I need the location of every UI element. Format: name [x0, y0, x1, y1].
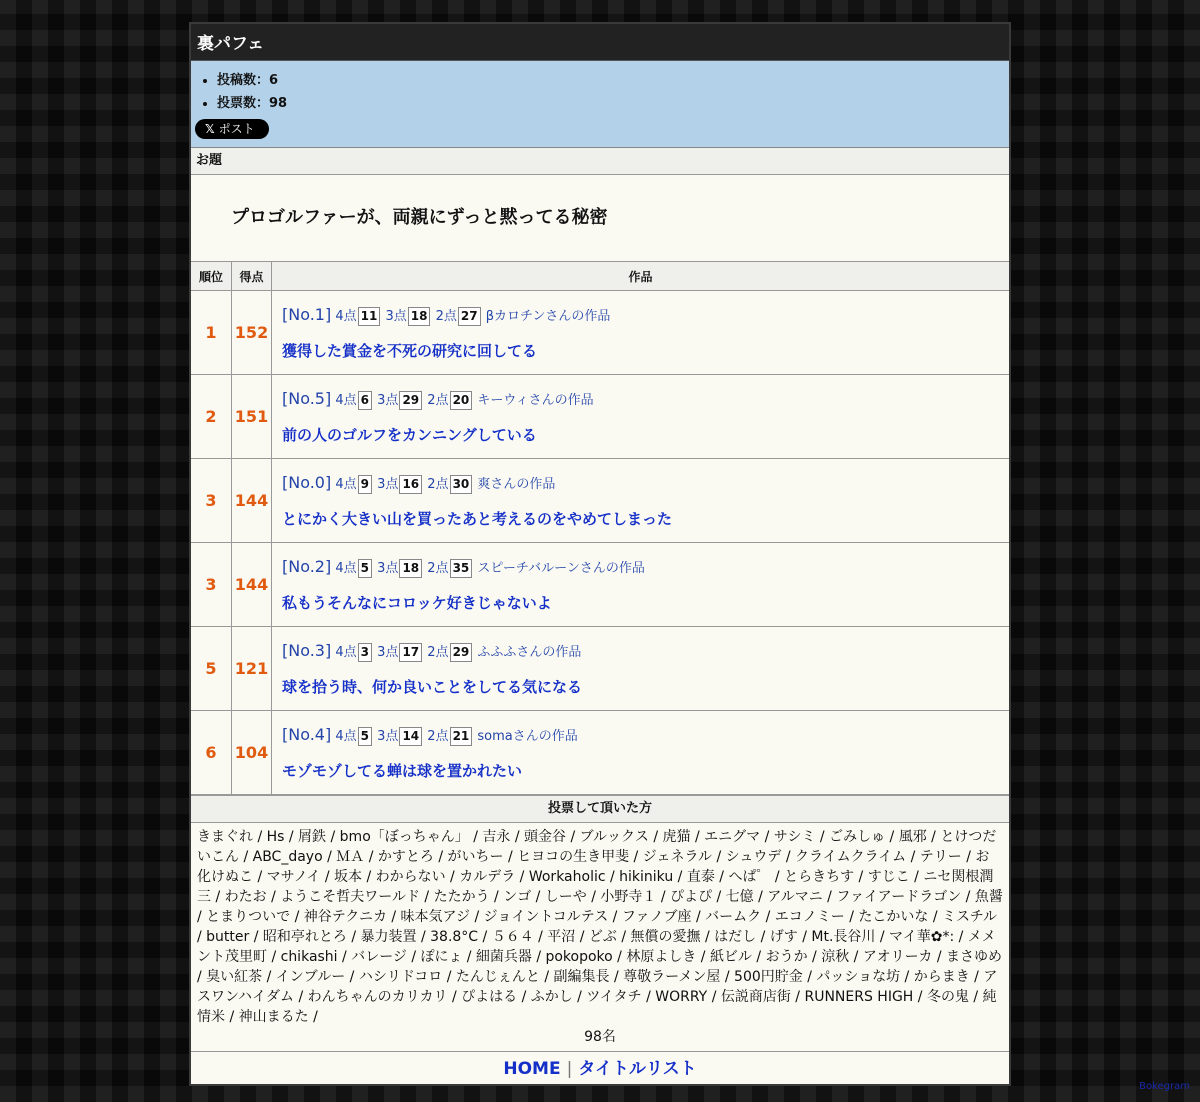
rank-cell: 2: [191, 375, 232, 459]
work-meta: [282, 305, 1008, 327]
vote-count: • 投票数：98: [217, 92, 1009, 115]
voters-total: 98名: [584, 1029, 616, 1045]
home-link[interactable]: HOME: [503, 1059, 561, 1079]
points3-label: 3点: [377, 476, 399, 492]
author-link[interactable]: スピーチバルーンさんの作品: [477, 560, 645, 576]
table-row: [191, 375, 1009, 459]
work-cell: [272, 291, 1010, 375]
work-title: 前の人のゴルフをカンニングしている: [282, 425, 537, 444]
corner-link[interactable]: Bokegram: [1139, 1081, 1190, 1092]
post-button-label: ポスト: [218, 122, 255, 136]
rank-cell: 6: [191, 711, 232, 795]
points4-label: 4点: [335, 560, 357, 576]
stats-box: [191, 61, 1009, 148]
score-cell: 104: [232, 711, 272, 795]
points3-count: 18: [408, 307, 431, 326]
work-meta: [282, 389, 1008, 411]
points4-count: 9: [358, 475, 372, 494]
rank-cell: 3: [191, 543, 232, 627]
points2-count: 30: [450, 475, 473, 494]
points2-count: 21: [450, 727, 473, 746]
points4-count: 5: [358, 727, 372, 746]
work-meta: [282, 557, 1008, 579]
voters-list: きまぐれ / Hs / 屑鉄 / bmo「ぼっちゃん」 / 吉永 / 頭金谷 / ブルックス / 虎猫 / エニグマ / サシミ / ごみしゅ / 風邪 / とけつだいこん / ABC_dayo / ＭＡ / かすとろ / がいちー / ヒヨコの生き甲斐 / ジェネラル / シュウデ / クライムクライム / テリー / お化けぬこ / マサノイ / 坂本 / わからない / カルデラ / Workaholic / hikiniku / 直泰 / へぱ゜ / とらきちす / すじこ / ニセ関根潤三 / わたお / ようこそ哲夫ワールド / たたかう / ンゴ / しーや / 小野寺１ / ぴよぴ / 七億 / アルマニ / ファイアードラゴン / 魚醤 / とまりついで / 神谷テクニカ / 味本気アジ / ジョイントコルテス / ファノブ座 / バームク / エコノミー / たこかいな / ミスチル / butter / 昭和亭れとろ / 暴力装置 / 38.8°C / ５６４ / 平沼 / どぶ / 無償の愛撫 / はだし / げす / Mt.長谷川 / マイ華✿*: / メメント茂里町 / chikashi / バレージ / ぽにょ / 細菌兵器 / pokopoko / 林原よしき / 紙ビル / おうか / 涼秋 / アオリーカ / まさゆめ / 臭い紅茶 / インブルー / ハシリドコロ / たんじぇんと / 副編集長 / 尊敬ラーメン屋 / 500円貯金 / パッショな坊 / からまき / アスワンハイダム / わんちゃんのカリカリ / ぴよはる / ふかし / ツイタチ / WORRY / 伝説商店街 / RUNNERS HIGH / 冬の鬼 / 純情米 / 神山まるた /: [197, 829, 1003, 1025]
col-rank-header: 順位: [191, 262, 232, 291]
points4-label: 4点: [335, 476, 357, 492]
voters-heading: 投票して頂いた方: [191, 795, 1009, 823]
entry-number-link[interactable]: [No.0]: [282, 472, 332, 492]
points2-label: 2点: [427, 392, 449, 408]
col-work-header: 作品: [272, 262, 1010, 291]
points4-label: 4点: [335, 644, 357, 660]
x-logo-icon: 𝕏: [205, 122, 215, 136]
points4-count: 6: [358, 391, 372, 410]
table-header-row: [191, 262, 1009, 291]
author-link[interactable]: βカロチンさんの作品: [485, 308, 611, 324]
table-row: [191, 711, 1009, 795]
col-score-header: 得点: [232, 262, 272, 291]
points2-label: 2点: [435, 308, 457, 324]
points2-count: 20: [450, 391, 473, 410]
score-cell: 144: [232, 543, 272, 627]
points2-count: 35: [450, 559, 473, 578]
points4-count: 5: [358, 559, 372, 578]
score-cell: 151: [232, 375, 272, 459]
title-list-link[interactable]: タイトルリスト: [578, 1059, 697, 1079]
table-row: [191, 627, 1009, 711]
points3-label: 3点: [377, 392, 399, 408]
table-row: [191, 291, 1009, 375]
work-cell: [272, 375, 1010, 459]
entry-number-link[interactable]: [No.3]: [282, 640, 332, 660]
points4-count: 3: [358, 643, 372, 662]
points3-count: 18: [399, 559, 422, 578]
points2-count: 29: [450, 643, 473, 662]
entry-number-link[interactable]: [No.5]: [282, 388, 332, 408]
voters-section: [191, 823, 1009, 1052]
points4-label: 4点: [335, 308, 357, 324]
rank-cell: 3: [191, 459, 232, 543]
work-title: 球を拾う時、何か良いことをしてる気になる: [282, 677, 583, 696]
entry-number-link[interactable]: [No.1]: [282, 304, 332, 324]
work-title: 私もうそんなにコロッケ好きじゃないよ: [282, 593, 552, 612]
table-row: [191, 459, 1009, 543]
entry-number-link[interactable]: [No.2]: [282, 556, 332, 576]
entry-number-link[interactable]: [No.4]: [282, 724, 332, 744]
author-link[interactable]: ふふふさんの作品: [477, 644, 582, 660]
x-post-button[interactable]: [195, 119, 269, 139]
points3-label: 3点: [377, 644, 399, 660]
points2-label: 2点: [427, 728, 449, 744]
points3-label: 3点: [377, 728, 399, 744]
author-link[interactable]: somaさんの作品: [477, 728, 578, 744]
rank-cell: 5: [191, 627, 232, 711]
points3-label: 3点: [377, 560, 399, 576]
points2-label: 2点: [427, 560, 449, 576]
work-cell: [272, 459, 1010, 543]
author-link[interactable]: キーウィさんの作品: [477, 392, 594, 408]
post-count: • 投稿数：6: [217, 69, 1009, 92]
score-cell: 121: [232, 627, 272, 711]
odai-text: プロゴルファーが、両親にずっと黙ってる秘密: [191, 175, 1009, 262]
points2-label: 2点: [427, 476, 449, 492]
work-meta: [282, 641, 1008, 663]
points4-count: 11: [358, 307, 381, 326]
points3-count: 29: [399, 391, 422, 410]
points4-label: 4点: [335, 392, 357, 408]
author-link[interactable]: 爽さんの作品: [477, 476, 556, 492]
work-title: モゾモゾしてる蝉は球を置かれたい: [282, 761, 523, 780]
rank-cell: 1: [191, 291, 232, 375]
score-cell: 152: [232, 291, 272, 375]
score-cell: 144: [232, 459, 272, 543]
points2-count: 27: [458, 307, 481, 326]
footer-nav: [191, 1052, 1009, 1084]
page-title: 裏パフェ: [191, 24, 1009, 61]
work-cell: [272, 627, 1010, 711]
work-meta: [282, 725, 1008, 747]
nav-separator: |: [566, 1059, 573, 1079]
table-row: [191, 543, 1009, 627]
points3-count: 14: [399, 727, 422, 746]
points3-count: 17: [399, 643, 422, 662]
stats-list: [197, 69, 1009, 115]
results-table: [191, 262, 1009, 795]
points4-label: 4点: [335, 728, 357, 744]
work-title: とにかく大きい山を買ったあと考えるのをやめてしまった: [282, 509, 673, 528]
points3-count: 16: [399, 475, 422, 494]
work-meta: [282, 473, 1008, 495]
work-cell: [272, 711, 1010, 795]
points2-label: 2点: [427, 644, 449, 660]
points3-label: 3点: [385, 308, 407, 324]
main-panel: [189, 22, 1011, 1086]
work-cell: [272, 543, 1010, 627]
work-title: 獲得した賞金を不死の研究に回してる: [282, 341, 538, 360]
odai-heading: お題: [191, 148, 1009, 175]
